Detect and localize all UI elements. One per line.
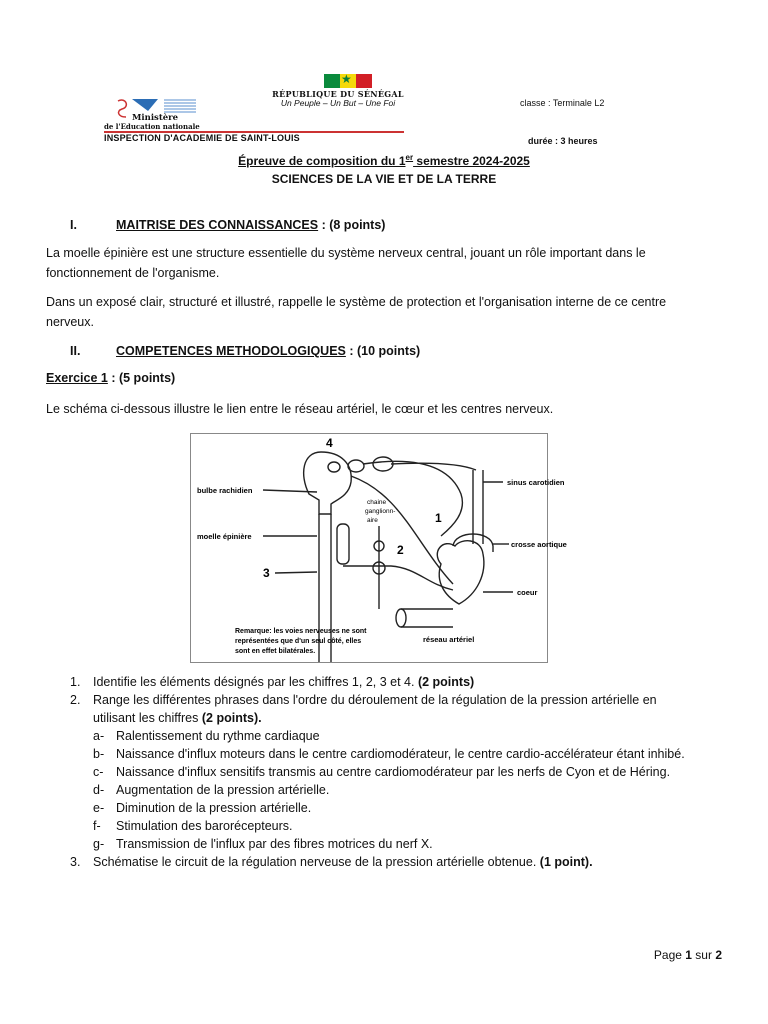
question-2 [70,693,657,707]
item-text: Stimulation des barorécepteurs. [116,819,293,833]
q2-line1: Range les différentes phrases dans l'ordre du déroulement de la régulation de la pression artérielle en [93,693,657,707]
nerve-fiber-sinus [391,463,476,470]
diagram-svg [191,434,567,662]
label-bulbe: bulbe rachidien [197,486,253,495]
section2-title-wrap [116,344,420,358]
exam-title-after: semestre 2024-2025 [413,154,530,168]
page-total: 2 [715,948,722,962]
q1-text: Identifie les éléments désignés par les chiffres 1, 2, 3 et 4. [93,675,418,689]
class-info: classe : Terminale L2 [520,98,605,108]
question-1 [70,675,475,689]
q2-item-f [93,819,293,833]
item-letter: a- [93,729,105,743]
remarque-line1: Remarque: les voies nerveuses ne sont [235,628,367,635]
item-letter: d- [93,783,105,797]
q2-item-c [93,765,671,779]
exercise1-heading [46,371,175,385]
label-num2: 2 [397,543,404,557]
q2-item-d [93,783,330,797]
q3-number: 3. [70,855,81,869]
subject-title: SCIENCES DE LA VIE ET DE LA TERRE [271,172,497,186]
spinal-segment [337,524,349,564]
para2-line2: nerveux. [46,315,94,329]
item-text: Naissance d'influx sensitifs transmis au centre cardiomodérateur par les nerfs de Cyon et de Héring. [116,765,671,779]
flag-star-icon: ★ [341,72,352,86]
q2-item-a [93,729,320,743]
item-letter: c- [93,765,104,779]
section1-title-wrap [116,218,385,232]
carotid-artery [473,470,483,544]
q2-line2-row [93,711,262,725]
label-chaine-3: aire [367,517,378,524]
leader-bulbe [263,490,317,492]
section1-title: MAITRISE DES CONNAISSANCES [116,218,319,232]
label-coeur: coeur [517,588,538,597]
section2-title: COMPETENCES METHODOLOGIQUES [116,344,346,358]
artery-tube-end [396,609,406,627]
q2-item-b [93,747,685,761]
q2-item-e [93,801,312,815]
q3-body [93,855,593,869]
item-letter: e- [93,801,105,815]
section1-heading [70,218,386,232]
q1-number: 1. [70,675,81,689]
item-text: Augmentation de la pression artérielle. [116,783,330,797]
label-sinus: sinus carotidien [507,478,565,487]
center-node-right [348,460,364,472]
inspection-name: INSPECTION D'ACADEMIE DE SAINT-LOUIS [104,133,300,143]
regulation-diagram [190,433,567,663]
bulbe-shape [304,452,352,514]
item-text: Ralentissement du rythme cardiaque [116,729,320,743]
q3-points: (1 point). [539,855,593,869]
page-number [654,948,722,962]
label-num3: 3 [263,566,270,580]
senegal-flag [324,74,372,88]
nerve-fiber-2 [343,566,453,590]
republique-title: RÉPUBLIQUE DU SÉNÉGAL [272,89,404,99]
center-node-far [373,457,393,471]
ministry-name-line2: de l'Education nationale [104,122,200,131]
section2-number: II. [70,344,81,358]
center-node-left [328,462,340,472]
section1-paragraph1 [46,243,726,283]
item-text: Naissance d'influx moteurs dans le centre cardiomodérateur, le centre cardio-accélérateur étant inhibé. [116,747,685,761]
page-label: Page [653,948,686,962]
page-sur: sur [691,948,716,962]
exercise1-points: : (5 points) [107,371,176,385]
q3-text: Schématise le circuit de la régulation nerveuse de la pression artérielle obtenue. [93,855,540,869]
label-num4: 4 [326,436,333,450]
q2-line2: utilisant les chiffres [93,711,202,725]
q2-points: (2 points). [201,711,262,725]
exam-title-before: Épreuve de composition du 1 [238,154,406,168]
section1-points: : (8 points) [318,218,386,232]
item-letter: b- [93,747,105,761]
label-crosse: crosse aortique [511,540,567,549]
section1-paragraph2 [46,292,726,332]
item-letter: g- [93,837,105,851]
page-current: 1 [685,948,692,962]
item-text: Diminution de la pression artérielle. [116,801,312,815]
label-moelle: moelle épinière [197,532,252,541]
label-chaine-1: chaine [367,499,387,506]
label-chaine-2: ganglionn- [365,508,396,515]
section2-points: : (10 points) [345,344,421,358]
q1-body [93,675,474,689]
q1-points: (2 points) [417,675,475,689]
duration-info: durée : 3 heures [528,136,598,146]
para2-line1: Dans un exposé clair, structuré et illustré, rappelle le système de protection et l'organisation interne de ce centre [46,295,667,309]
q2-number: 2. [70,693,81,707]
exam-title-sup: er [405,153,414,162]
flag-red-band [356,74,372,88]
q2-item-g [93,837,433,851]
ministry-name-line1: Ministère [132,113,179,123]
section1-number: I. [70,218,77,232]
exercise1-intro: Le schéma ci-dessous illustre le lien entre le réseau artériel, le cœur et les centres nerveux. [46,402,554,416]
exercise1-title: Exercice 1 [46,371,108,385]
exam-title [0,153,768,168]
remarque-line3: sont en effet bilatérales. [235,648,316,655]
para1-line1: La moelle épinière est une structure essentielle du système nerveux central, jouant un rôle important dans le [46,246,646,260]
flag-green-band [324,74,340,88]
item-letter: f- [93,819,101,833]
leader-3 [275,572,317,573]
remarque-line2: représentées que d'un seul côté, elles [235,638,362,645]
label-num1: 1 [435,511,442,525]
label-reseau: réseau artériel [423,635,475,644]
heart-shape [437,541,484,604]
question-3 [70,855,593,869]
national-motto: Un Peuple – Un But – Une Foi [280,98,396,108]
section2-heading [70,344,421,358]
item-text: Transmission de l'influx par des fibres motrices du nerf X. [116,837,433,851]
para1-line2: fonctionnement de l'organisme. [46,266,220,280]
